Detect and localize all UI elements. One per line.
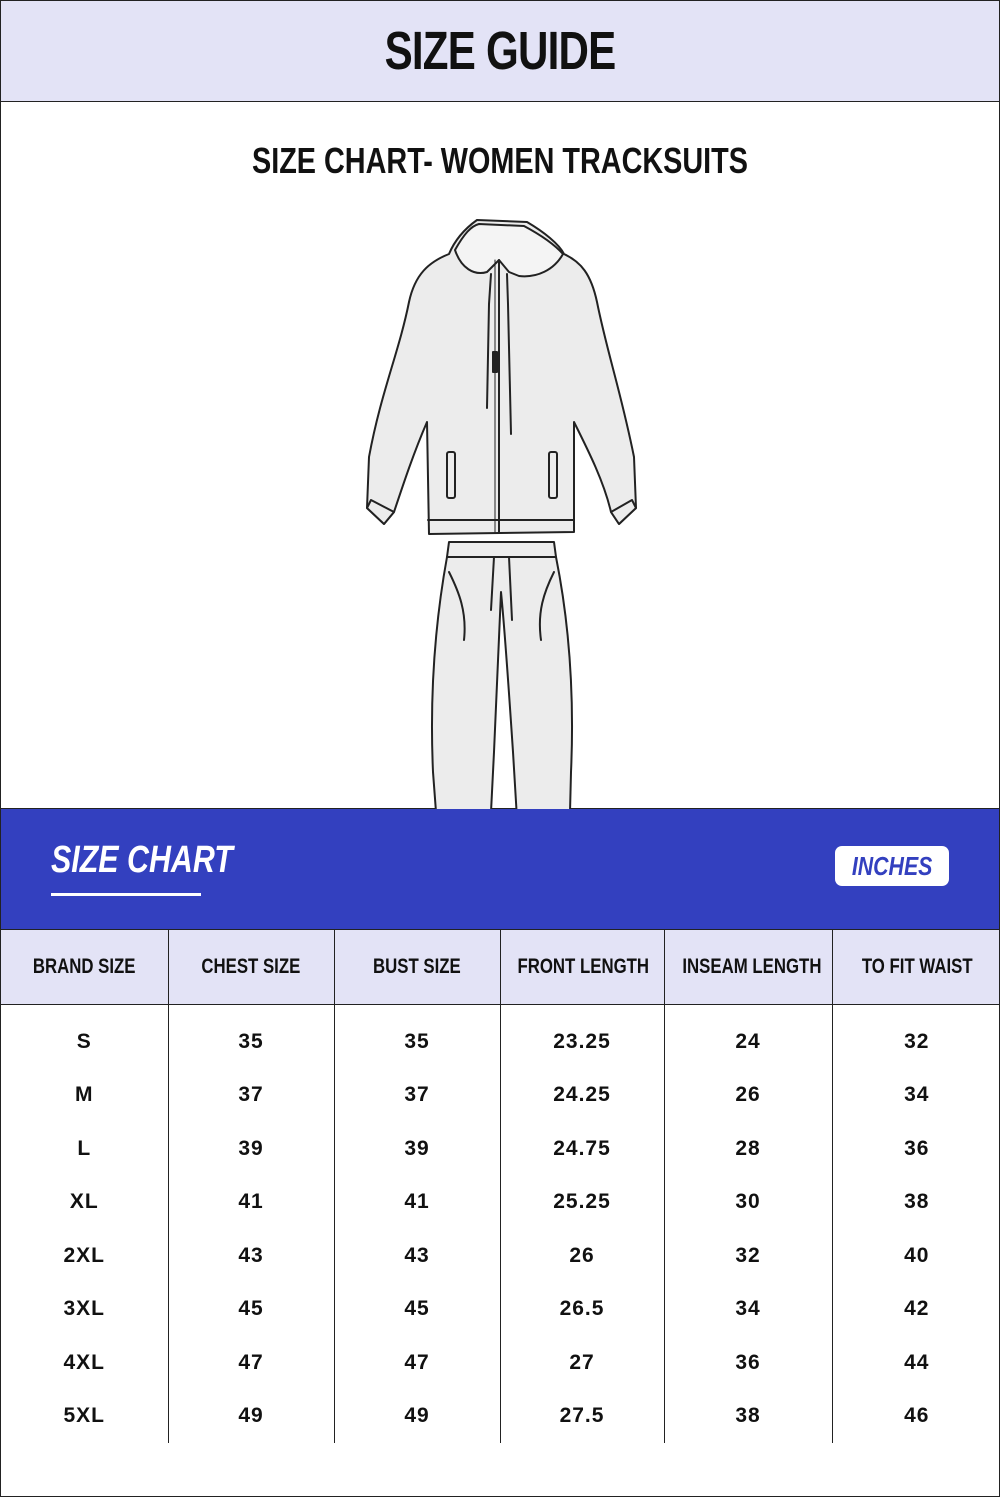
table-cell: 37 [168,1069,334,1123]
table-cell: 38 [904,1190,930,1214]
title-underline [51,893,201,896]
table-cell: 42 [904,1297,930,1321]
unit-badge [835,846,949,886]
table-cell: 49 [334,1390,500,1444]
column-header: FRONT LENGTH [500,930,664,1005]
table-row [1,1005,999,1069]
table-cell: 25.25 [500,1176,664,1230]
size-chart-title: SIZE CHART [51,839,233,881]
table-row [1,1069,999,1123]
table-cell: XL [1,1176,168,1230]
size-table [1,930,999,1443]
unit-label: INCHES [851,850,933,881]
table-cell: 35 [168,1005,334,1069]
table-cell: 32 [904,1029,930,1053]
table-cell: 46 [904,1404,930,1428]
table-cell: 40 [904,1243,930,1267]
table-cell: 49 [168,1390,334,1444]
table-cell: S [1,1005,168,1069]
table-cell: 24.25 [500,1069,664,1123]
column-header: BUST SIZE [334,930,500,1005]
table-cell: 2XL [1,1229,168,1283]
table-cell: 28 [664,1122,832,1176]
column-header: BRAND SIZE [1,930,168,1005]
table-cell: L [1,1122,168,1176]
table-cell: 45 [334,1283,500,1337]
table-cell: 38 [664,1390,832,1444]
page-title: SIZE GUIDE [384,21,616,81]
table-cell: 45 [168,1283,334,1337]
table-cell: 34 [664,1283,832,1337]
table-row [1,1176,999,1230]
table-cell: 30 [664,1176,832,1230]
table-cell: 24.75 [500,1122,664,1176]
table-row [1,1122,999,1176]
table-cell: 44 [904,1350,930,1374]
table-cell: 26.5 [500,1283,664,1337]
table-cell: 34 [904,1083,930,1107]
size-chart-banner [1,809,999,930]
table-row [1,1229,999,1283]
table-row [1,1283,999,1337]
table-cell: 4XL [1,1336,168,1390]
table-cell: 43 [168,1229,334,1283]
garment-illustration-section [1,102,999,809]
table-cell: 43 [334,1229,500,1283]
table-cell: 24 [664,1005,832,1069]
table-cell: 27 [500,1336,664,1390]
table-cell: 37 [334,1069,500,1123]
table-cell: 41 [334,1176,500,1230]
table-row [1,1336,999,1390]
table-cell: 47 [334,1336,500,1390]
table-row [1,1390,999,1444]
table-cell: 39 [334,1122,500,1176]
table-cell: 32 [664,1229,832,1283]
table-cell: 41 [168,1176,334,1230]
table-cell: 36 [904,1136,930,1160]
column-header: TO FIT WAIST [832,930,999,1005]
table-cell: 36 [664,1336,832,1390]
table-cell: 35 [334,1005,500,1069]
column-header: INSEAM LENGTH [664,930,832,1005]
table-cell: 5XL [1,1390,168,1444]
table-cell: 26 [664,1069,832,1123]
tracksuit-icon [359,212,644,902]
column-header: CHEST SIZE [168,930,334,1005]
table-cell: 27.5 [500,1390,664,1444]
table-cell: M [1,1069,168,1123]
illustration-title: SIZE CHART- WOMEN TRACKSUITS [251,140,748,181]
table-cell: 26 [500,1229,664,1283]
table-header-row [1,930,999,1005]
table-cell: 39 [168,1122,334,1176]
size-table-container [1,930,999,1497]
table-body [1,1005,999,1444]
size-guide-banner [1,1,999,102]
table-cell: 23.25 [500,1005,664,1069]
table-cell: 47 [168,1336,334,1390]
table-cell: 3XL [1,1283,168,1337]
